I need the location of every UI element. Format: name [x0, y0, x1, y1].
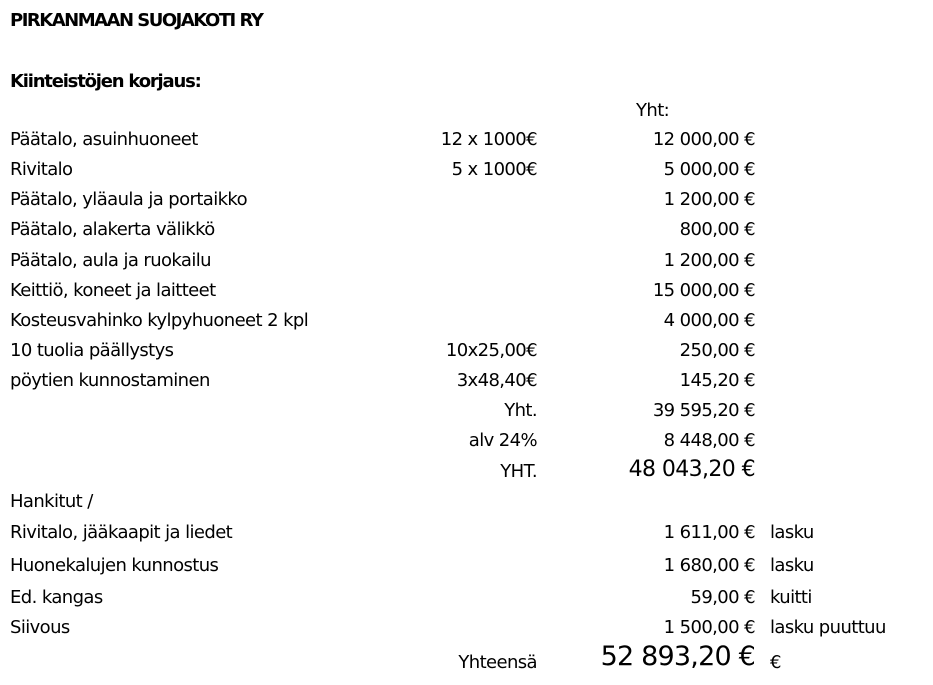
acquired-row-note: lasku [770, 522, 814, 543]
acquired-row-label: Rivitalo, jääkaapit ja liedet [10, 522, 233, 543]
acquired-row-amount: 1 680,00 € [663, 555, 755, 576]
repair-row-label: Keittiö, koneet ja laitteet [10, 280, 216, 301]
repair-row-amount: 15 000,00 € [652, 280, 755, 301]
acquired-row-note: lasku puuttuu [770, 617, 886, 638]
repair-row-label: Rivitalo [10, 159, 73, 180]
repair-row-amount: 5 000,00 € [663, 159, 755, 180]
repair-row-amount: 800,00 € [679, 219, 755, 240]
acquired-row-note: lasku [770, 555, 814, 576]
repair-row-amount: 250,00 € [679, 340, 755, 361]
repair-row-label: pöytien kunnostaminen [10, 370, 210, 391]
subtotal-label: Yht. [504, 400, 537, 421]
acquired-row-label: Ed. kangas [10, 587, 103, 608]
vat-amount: 8 448,00 € [663, 430, 755, 451]
repair-row-amount: 145,20 € [679, 370, 755, 391]
total-column-header: Yht: [636, 100, 670, 121]
repair-row-amount: 12 000,00 € [652, 129, 755, 150]
repair-row-label: Päätalo, yläaula ja portaikko [10, 189, 248, 210]
repair-row-qty: 3x48,40€ [456, 370, 537, 391]
repair-row-label: Päätalo, alakerta välikkö [10, 219, 215, 240]
repair-row-label: Päätalo, aula ja ruokailu [10, 250, 211, 271]
acquired-row-amount: 59,00 € [690, 587, 755, 608]
acquired-header: Hankitut / [10, 491, 93, 512]
acquired-row-label: Siivous [10, 617, 70, 638]
vat-label: alv 24% [468, 430, 537, 451]
repair-row-qty: 10x25,00€ [445, 340, 537, 361]
acquired-row-amount: 1 500,00 € [663, 617, 755, 638]
grand-total-amount: 52 893,20 € [600, 641, 755, 672]
total-label: YHT. [500, 461, 537, 482]
repair-row-label: Kosteusvahinko kylpyhuoneet 2 kpl [10, 310, 309, 331]
acquired-row-note: kuitti [770, 587, 812, 608]
repair-row-label: 10 tuolia päällystys [10, 340, 174, 361]
repair-row-qty: 12 x 1000€ [440, 129, 537, 150]
grand-total-label: Yhteensä [458, 652, 537, 673]
organization-name: PIRKANMAAN SUOJAKOTI RY [10, 10, 263, 31]
subtotal-amount: 39 595,20 € [652, 400, 755, 421]
repair-row-amount: 1 200,00 € [663, 189, 755, 210]
acquired-row-amount: 1 611,00 € [663, 522, 755, 543]
repair-row-label: Päätalo, asuinhuoneet [10, 129, 198, 150]
acquired-row-label: Huonekalujen kunnostus [10, 555, 219, 576]
section-title: Kiinteistöjen korjaus: [10, 71, 201, 92]
repair-row-qty: 5 x 1000€ [451, 159, 537, 180]
repair-row-amount: 4 000,00 € [663, 310, 755, 331]
grand-total-currency: € [770, 652, 781, 673]
total-amount: 48 043,20 € [628, 457, 755, 482]
repair-row-amount: 1 200,00 € [663, 250, 755, 271]
